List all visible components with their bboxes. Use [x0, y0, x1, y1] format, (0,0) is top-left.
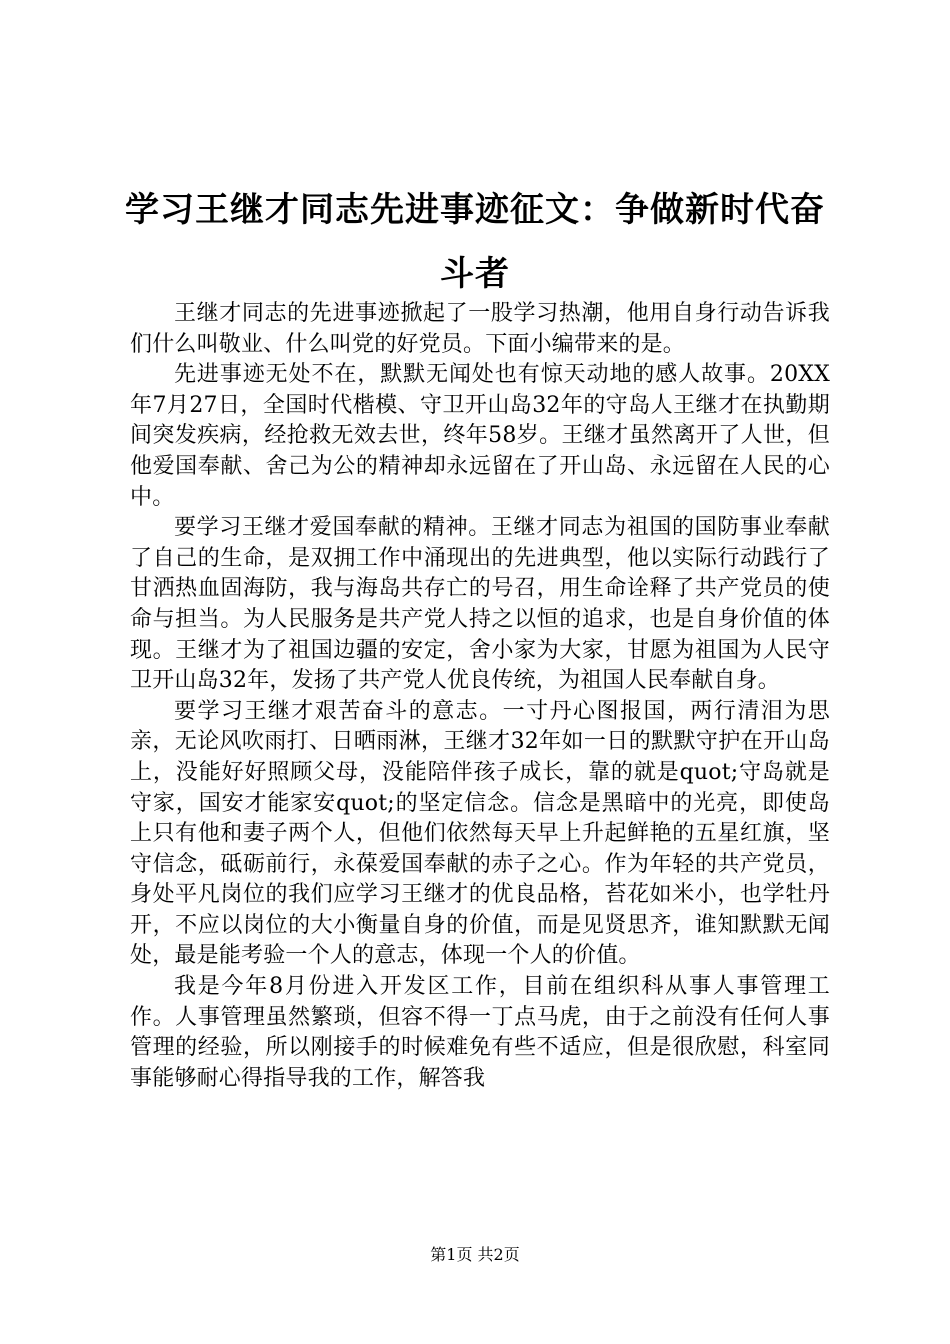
document-body	[130, 299, 830, 1094]
paragraph: 先进事迹无处不在，默默无闻处也有惊天动地的感人故事。20XX年7月27日，全国时代楷模、守卫开山岛32年的守岛人王继才在执勤期间突发疾病，经抢救无效去世，终年58岁。王继才虽然离开了人世，但他爱国奉献、舍己为公的精神却永远留在了开山岛、永远留在人民的心中。	[130, 362, 830, 510]
paragraph: 王继才同志的先进事迹掀起了一股学习热潮，他用自身行动告诉我们什么叫敬业、什么叫党的好党员。下面小编带来的是。	[130, 301, 830, 357]
document-title: 学习王继才同志先进事迹征文：争做新时代奋斗者	[125, 190, 825, 294]
paragraph: 我是今年8月份进入开发区工作，目前在组织科从事人事管理工作。人事管理虽然繁琐，但容不得一丁点马虎，由于之前没有任何人事管理的经验，所以刚接手的时候难免有些不适应，但是很欣慰，科室同事能够耐心得指导我的工作，解答我	[130, 974, 830, 1091]
paragraph: 要学习王继才艰苦奋斗的意志。一寸丹心图报国，两行清泪为思亲，无论风吹雨打、日晒雨淋，王继才32年如一日的默默守护在开山岛上，没能好好照顾父母，没能陪伴孩子成长，靠的就是quot;守岛就是守家，国安才能家安quot;的坚定信念。信念是黑暗中的光亮，即使岛上只有他和妻子两个人，但他们依然每天早上升起鲜艳的五星红旗，坚守信念，砥砺前行，永葆爱国奉献的赤子之心。作为年轻的共产党员，身处平凡岗位的我们应学习王继才的优良品格，苔花如米小，也学牡丹开，不应以岗位的大小衡量自身的价值，而是见贤思齐，谁知默默无闻处，最是能考验一个人的意志，体现一个人的价值。	[130, 698, 830, 969]
paragraph: 要学习王继才爱国奉献的精神。王继才同志为祖国的国防事业奉献了自己的生命，是双拥工作中涌现出的先进典型，他以实际行动践行了甘洒热血固海防，我与海岛共存亡的号召，用生命诠释了共产党员的使命与担当。为人民服务是共产党人持之以恒的追求，也是自身价值的体现。王继才为了祖国边疆的安定，舍小家为大家，甘愿为祖国为人民守卫开山岛32年，发扬了共产党人优良传统，为祖国人民奉献自身。	[130, 515, 830, 694]
page-number-footer: 第1页 共2页	[430, 1245, 520, 1264]
